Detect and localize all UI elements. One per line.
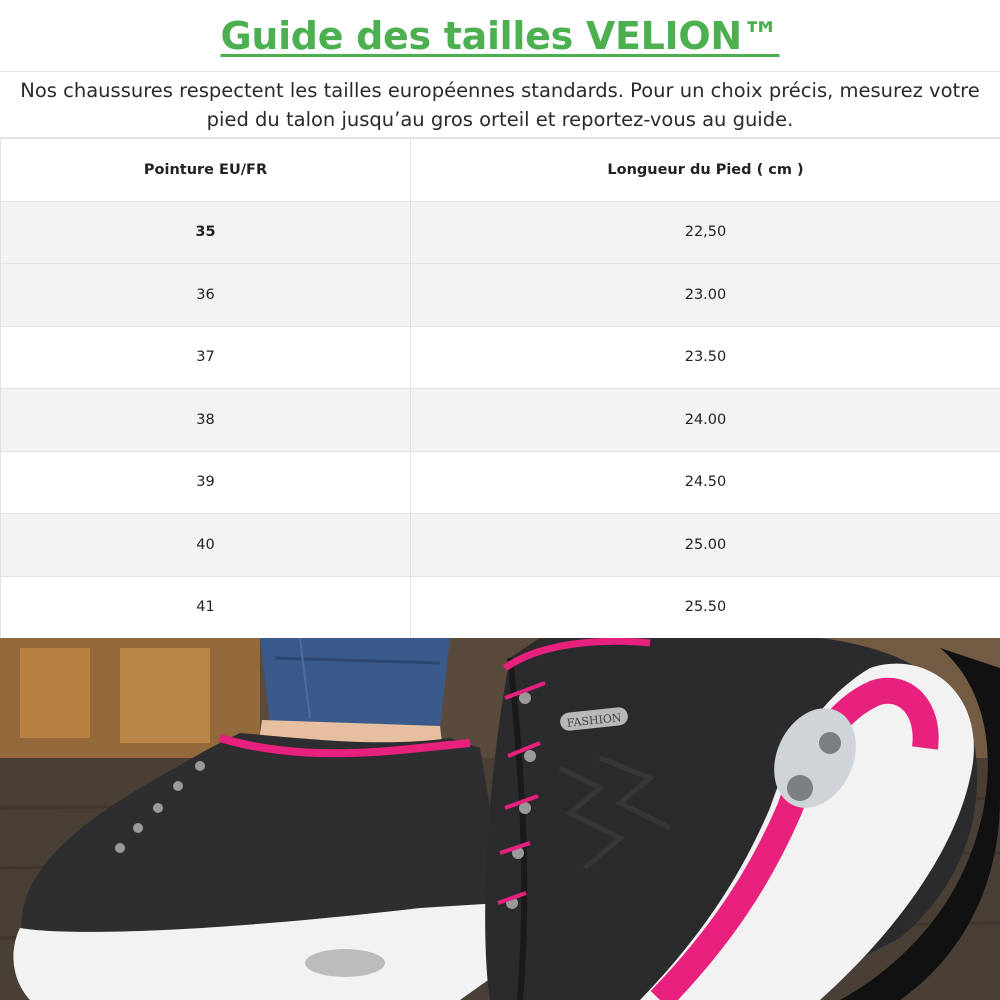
table-row — [1, 576, 1000, 639]
length-cell: 24.50 — [411, 451, 1000, 514]
length-cell: 25.50 — [411, 576, 1000, 639]
table-header-row — [1, 139, 1000, 202]
table-row — [1, 264, 1000, 327]
column-header-size: Pointure EU/FR — [1, 139, 411, 202]
title-row — [0, 0, 1000, 72]
size-cell: 38 — [1, 389, 411, 452]
length-cell: 24.00 — [411, 389, 1000, 452]
size-cell: 40 — [1, 514, 411, 577]
size-cell: 39 — [1, 451, 411, 514]
length-cell: 23.00 — [411, 264, 1000, 327]
size-cell: 35 — [1, 201, 411, 264]
table-row — [1, 514, 1000, 577]
sneakers-illustration — [0, 638, 1000, 1000]
size-table — [0, 138, 1000, 639]
length-cell: 22,50 — [411, 201, 1000, 264]
table-row — [1, 451, 1000, 514]
page-title: Guide des tailles VELION™ — [220, 13, 780, 58]
size-cell: 41 — [1, 576, 411, 639]
column-header-length: Longueur du Pied ( cm ) — [411, 139, 1000, 202]
table-row — [1, 389, 1000, 452]
table-row — [1, 201, 1000, 264]
length-cell: 23.50 — [411, 326, 1000, 389]
product-photo — [0, 638, 1000, 1000]
fashion-tag-text: FASHION — [566, 711, 623, 730]
size-cell: 37 — [1, 326, 411, 389]
length-cell: 25.00 — [411, 514, 1000, 577]
table-row — [1, 326, 1000, 389]
size-cell: 36 — [1, 264, 411, 327]
intro-text: Nos chaussures respectent les tailles européennes standards. Pour un choix précis, mesurez votre pied du talon jusqu’au gros orteil et reportez-vous au guide. — [0, 72, 1000, 138]
